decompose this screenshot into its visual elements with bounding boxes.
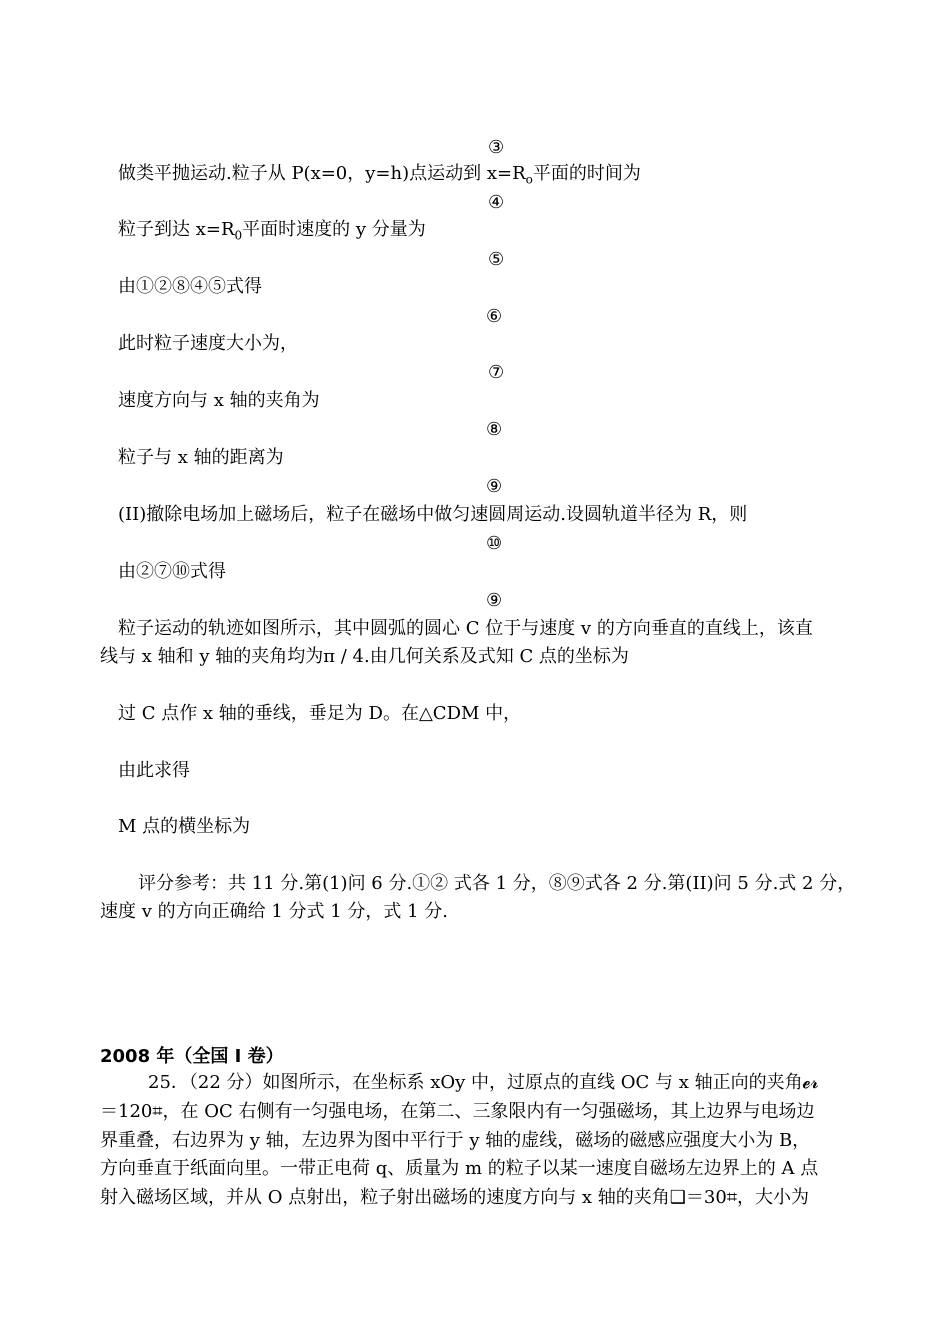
text-line: 由①②⑧④⑤式得 — [118, 276, 262, 297]
text-line: 由②⑦⑩式得 — [118, 561, 226, 582]
equation-number-6: ⑥ — [486, 306, 503, 327]
equation-number-10: ⑩ — [486, 533, 503, 554]
text-line: M 点的横坐标为 — [118, 816, 251, 837]
subscript: 0 — [234, 228, 243, 243]
text-line — [118, 163, 641, 191]
problem-line: 方向垂直于纸面向里。一带正电荷 q、质量为 m 的粒子以某一速度自磁场左边界上的 A 点 — [100, 1158, 819, 1179]
problem-line: 25．（22 分）如图所示，在坐标系 xOy 中，过原点的直线 OC 与 x 轴正向的夹角𝓮𝓻 — [148, 1072, 819, 1093]
text-line-post: 平面时速度的 y 分量为 — [242, 219, 426, 240]
problem-line: ＝120⌗，在 OC 右侧有一匀强电场，在第二、三象限内有一匀强磁场，其上边界与电场边 — [100, 1101, 815, 1122]
text-line: 评分参考：共 11 分.第(1)问 6 分.①② 式各 1 分，⑧⑨式各 2 分.第(II)问 5 分.式 2 分， — [138, 873, 856, 894]
equation-number-9: ⑨ — [486, 476, 503, 497]
text-line: 过 C 点作 x 轴的垂线，垂足为 D。在△CDM 中， — [118, 703, 522, 724]
text-line: 速度 v 的方向正确给 1 分式 1 分，式 1 分. — [100, 901, 449, 922]
problem-line: 界重叠，右边界为 y 轴，左边界为图中平行于 y 轴的虚线，磁场的磁感应强度大小为 B， — [100, 1130, 811, 1151]
equation-number-5: ⑤ — [488, 249, 505, 270]
problem-line: 射入磁场区域，并从 O 点射出，粒子射出磁场的速度方向与 x 轴的夹角❑＝30⌗，大小为 — [100, 1187, 809, 1208]
equation-number-9: ⑨ — [486, 590, 503, 611]
section-heading: 2008 年（全国 I 卷） — [100, 1046, 284, 1067]
equation-number-7: ⑦ — [488, 362, 505, 383]
equation-number-3: ③ — [488, 137, 505, 158]
text-line: 粒子运动的轨迹如图所示，其中圆弧的圆心 C 位于与速度 v 的方向垂直的直线上，该直 — [118, 618, 813, 639]
text-line — [118, 219, 426, 247]
text-line: 速度方向与 x 轴的夹角为 — [118, 390, 320, 411]
equation-number-8: ⑧ — [486, 419, 503, 440]
subscript: o — [525, 172, 533, 187]
text-line-pre: 粒子到达 x=R — [118, 219, 235, 240]
text-line: 线与 x 轴和 y 轴的夹角均为π / 4.由几何关系及式知 C 点的坐标为 — [100, 646, 629, 667]
text-line: 此时粒子速度大小为， — [118, 333, 298, 354]
text-line: (II)撤除电场加上磁场后，粒子在磁场中做匀速圆周运动.设圆轨道半径为 R，则 — [118, 504, 748, 525]
equation-number-4: ④ — [488, 192, 505, 213]
text-line-pre: 做类平抛运动.粒子从 P(x=0，y=h)点运动到 x=R — [118, 163, 526, 184]
text-line-post: 平面的时间为 — [532, 163, 641, 184]
text-line: 由此求得 — [118, 760, 190, 781]
text-line: 粒子与 x 轴的距离为 — [118, 447, 284, 468]
